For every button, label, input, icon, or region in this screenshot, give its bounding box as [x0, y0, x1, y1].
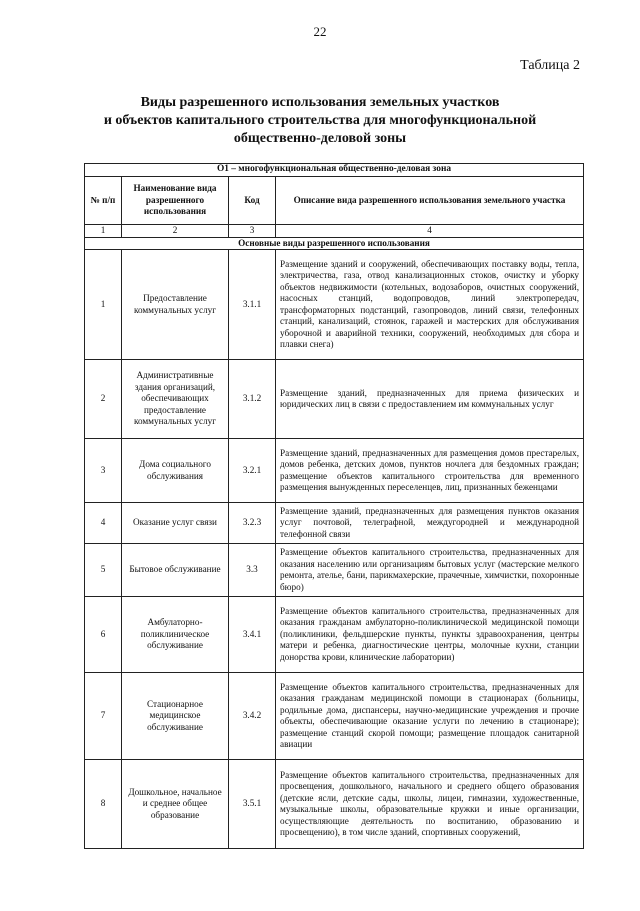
row-code: 3.3: [229, 544, 276, 597]
page-number: 22: [313, 24, 327, 39]
row-code: 3.4.1: [229, 597, 276, 673]
row-desc: Размещение объектов капитального строительства, предназначенных для оказания гражданам медицинской помощи в стационарах (больницы, родильные дома, диспансеры, научно-медицинские учреждения и прочие объекты, обеспечивающие оказание услуги по лечению в стационаре); размещение станций скорой помощи; размещение площадок санитарной авиации: [276, 673, 584, 760]
row-name: Административные здания организаций, обеспечивающих предоставление коммунальных услуг: [122, 360, 229, 439]
row-name: Дома социального обслуживания: [122, 439, 229, 503]
table-row: [85, 673, 584, 760]
row-desc: Размещение зданий, предназначенных для размещения пунктов оказания услуг почтовой, телеграфной, междугородней и международной телефонной связи: [276, 503, 584, 544]
column-number: 3: [229, 225, 276, 238]
column-number-row: [85, 225, 584, 238]
land-use-table: [84, 163, 584, 849]
row-num: 8: [85, 760, 122, 849]
row-name: Дошкольное, начальное и среднее общее образование: [122, 760, 229, 849]
header-name: Наименование вида разрешенного использования: [122, 177, 229, 225]
table-label: Таблица 2: [520, 58, 580, 73]
row-desc: Размещение объектов капитального строительства, предназначенных для оказания гражданам амбулаторно-поликлинической медицинской помощи (поликлиники, фельдшерские пункты, пункты здравоохранения, центры матери и ребенка, диагностические центры, молочные кухни, станции донорства крови, клинические лаборатории): [276, 597, 584, 673]
section-row: [85, 237, 584, 250]
row-num: 1: [85, 250, 122, 360]
row-num: 7: [85, 673, 122, 760]
table-row: [85, 544, 584, 597]
header-code: Код: [229, 177, 276, 225]
zone-title: О1 – многофункциональная общественно-деловая зона: [85, 164, 584, 177]
row-num: 6: [85, 597, 122, 673]
row-name: Предоставление коммунальных услуг: [122, 250, 229, 360]
row-code: 3.1.1: [229, 250, 276, 360]
header-num: № п/п: [85, 177, 122, 225]
table-row: [85, 360, 584, 439]
row-name: Оказание услуг связи: [122, 503, 229, 544]
column-number: 2: [122, 225, 229, 238]
row-desc: Размещение зданий, предназначенных для приема физических и юридических лиц в связи с предоставлением им коммунальных услуг: [276, 360, 584, 439]
row-desc: Размещение зданий, предназначенных для размещения домов престарелых, домов ребенка, детских домов, пунктов ночлега для бездомных граждан; размещение объектов капитального строительства для временного размещения вынужденных переселенцев, лиц, признанных беженцами: [276, 439, 584, 503]
row-code: 3.1.2: [229, 360, 276, 439]
table-row: [85, 760, 584, 849]
row-code: 3.2.1: [229, 439, 276, 503]
header-row: [85, 177, 584, 225]
row-num: 4: [85, 503, 122, 544]
row-code: 3.4.2: [229, 673, 276, 760]
row-name: Стационарное медицинское обслуживание: [122, 673, 229, 760]
header-desc: Описание вида разрешенного использования земельного участка: [276, 177, 584, 225]
table-row: [85, 597, 584, 673]
row-desc: Размещение объектов капитального строительства, предназначенных для просвещения, дошкольного, начального и среднего общего образования (детские ясли, детские сады, школы, лицеи, гимназии, художественные, музыкальные школы, образовательные кружки и иные организации, осуществляющие деятельность по воспитанию, образованию и просвещению), в том числе зданий, спортивных сооружений,: [276, 760, 584, 849]
row-code: 3.2.3: [229, 503, 276, 544]
row-desc: Размещение зданий и сооружений, обеспечивающих поставку воды, тепла, электричества, газа, отвод канализационных стоков, очистку и уборку объектов недвижимости (котельных, водозаборов, очистных сооружений, насосных станций, водопроводов, линий электропередач, трансформаторных подстанций, газопроводов, линий связи, телефонных станций, канализаций, стоянок, гаражей и мастерских для обслуживания уборочной и аварийной техники, сооружений, необходимых для сбора и плавки снега): [276, 250, 584, 360]
title-line: общественно-деловой зоны: [233, 131, 407, 146]
row-num: 5: [85, 544, 122, 597]
column-number: 4: [276, 225, 584, 238]
document-title: [60, 94, 580, 148]
row-num: 3: [85, 439, 122, 503]
table-row: [85, 250, 584, 360]
row-name: Амбулаторно-поликлиническое обслуживание: [122, 597, 229, 673]
zone-title-row: [85, 164, 584, 177]
column-number: 1: [85, 225, 122, 238]
section-title: Основные виды разрешенного использования: [85, 237, 584, 250]
table-row: [85, 503, 584, 544]
row-num: 2: [85, 360, 122, 439]
title-line: Виды разрешенного использования земельных участков: [140, 95, 500, 110]
title-line: и объектов капитального строительства для многофункциональной: [103, 113, 537, 128]
row-desc: Размещение объектов капитального строительства, предназначенных для оказания населению или организациям бытовых услуг (мастерские мелкого ремонта, ателье, бани, парикмахерские, прачечные, химчистки, похоронные бюро): [276, 544, 584, 597]
table-row: [85, 439, 584, 503]
row-code: 3.5.1: [229, 760, 276, 849]
row-name: Бытовое обслуживание: [122, 544, 229, 597]
